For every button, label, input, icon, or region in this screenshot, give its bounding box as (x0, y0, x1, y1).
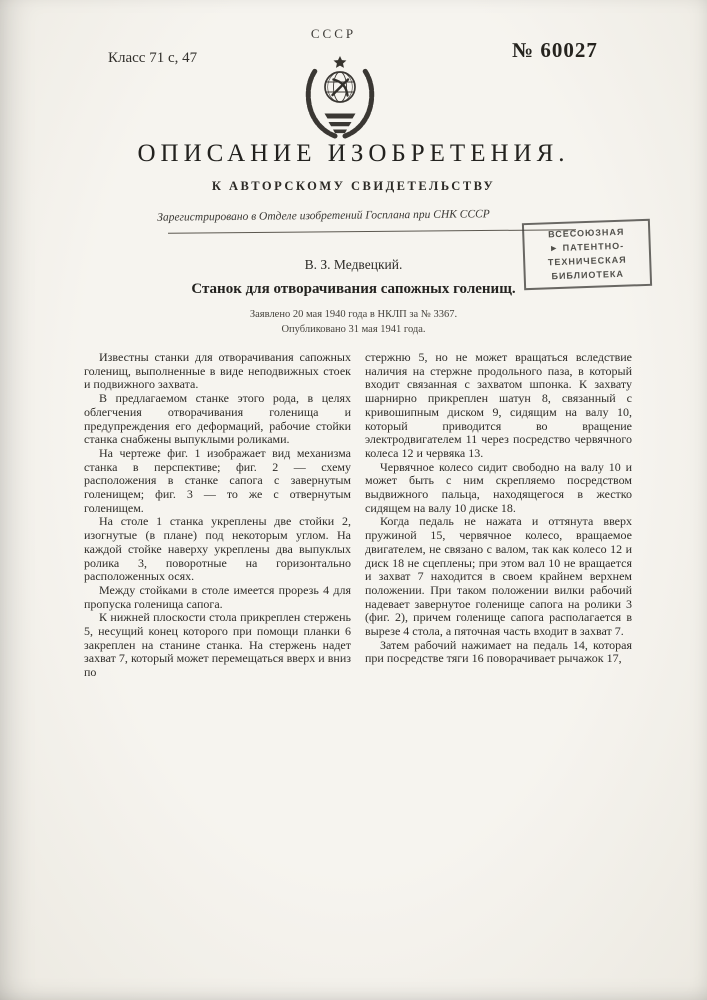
filed-line: Заявлено 20 мая 1940 года в НКЛП за № 3367. (249, 309, 458, 320)
paragraph: Когда педаль не нажата и оттянута вверх пружиной 15, червячное колесо, вращаемое двигателем, не связано с валом, так как колесо 12 и диск 18 не сцеплены; при этом вал 10 не вращается и захват 7 находится в своем крайнем верхнем положении. При таком положении вилки рабочий надевает завернутое голенище сапога на ролики 3 (фиг. 2), причем голенище сапога располагается в вырезе 4 стола, а пяточная часть входит в захват 7. (365, 514, 632, 639)
right-column (365, 351, 632, 680)
stamp-line: ВСЕСОЮЗНАЯ (547, 226, 625, 240)
published-line: Опубликовано 31 мая 1941 года. (281, 324, 426, 335)
country-label: СССР (310, 26, 357, 41)
author-name: В. З. Медвецкий. (304, 257, 403, 272)
paragraph: На чертеже фиг. 1 изображает вид механизма станка в перспективе; фиг. 2 — схему расположения в станке сапога с завернутым голенищем; фиг. 3 — то же с отвернутым голенищем. (84, 445, 351, 515)
paragraph: К нижней плоскости стола прикреплен стержень 5, несущий конец которого при помощи планки 6 закреплен на станине станка. На стержень надет захват 7, который может перемещаться вверх и вниз по (84, 610, 351, 680)
library-stamp (522, 219, 652, 290)
paragraph: стержню 5, но не может вращаться вследствие наличия на стержне продольного паза, в который входит связанная с захватом шпонка. К захвату шарнирно прикреплен шатун 8, связанный с кривошипным диском 9, сидящим на валу 10, который приводится во вращение электродвигателем 11 через посредство червячного колеса 12 и червяка 13. (365, 350, 632, 460)
registration-line: Зарегистрировано в Отделе изобретений Госплана при СНК СССР (157, 208, 490, 224)
left-column (84, 351, 351, 680)
paragraph: Между стойками в столе имеется прорезь 4 для пропуска голенища сапога. (84, 582, 351, 611)
soviet-coat-of-arms-icon (0, 54, 679, 140)
stamp-line: ТЕХНИЧЕСКАЯ (547, 254, 627, 268)
invention-title: Станок для отворачивания сапожных голенищ. (191, 281, 516, 297)
paragraph: Червячное колесо сидит свободно на валу 10 и может быть с ним скрепляемо посредством выдвижного пальца, находящегося в жестко сидящем на валу 10 диске 18. (365, 459, 632, 515)
stamp-line: БИБЛИОТЕКА (551, 268, 625, 282)
paragraph: В предлагаемом станке этого рода, в целях облегчения отворачивания голенища и предупреждения его деформаций, рабочие стойки станка снабжены выпуклыми роликами. (84, 391, 351, 447)
paragraph: На столе 1 станка укреплены две стойки 2, изогнутые (в плане) под некоторым углом. На каждой стойке наверху укреплены два выпуклых ролика 3, поворотные на горизонтально расположенных осях. (84, 514, 351, 584)
document-main-title: ОПИСАНИЕ ИЗОБРЕТЕНИЯ. (137, 140, 570, 167)
body-text (84, 351, 632, 680)
registration-divider (168, 229, 576, 234)
document-subtitle: К АВТОРСКОМУ СВИДЕТЕЛЬСТВУ (211, 179, 496, 193)
patent-number: № 60027 (512, 38, 598, 62)
paragraph: Известны станки для отворачивания сапожных голенищ, выполненные в виде неподвижных стоек и подвижного захвата. (84, 350, 351, 392)
stamp-line: ► ПАТЕНТНО- (549, 240, 625, 254)
paragraph: Затем рабочий нажимает на педаль 14, которая при посредстве тяги 16 поворачивает рычажок 17, (365, 637, 632, 666)
class-label: Класс 71 с, 47 (108, 50, 198, 66)
